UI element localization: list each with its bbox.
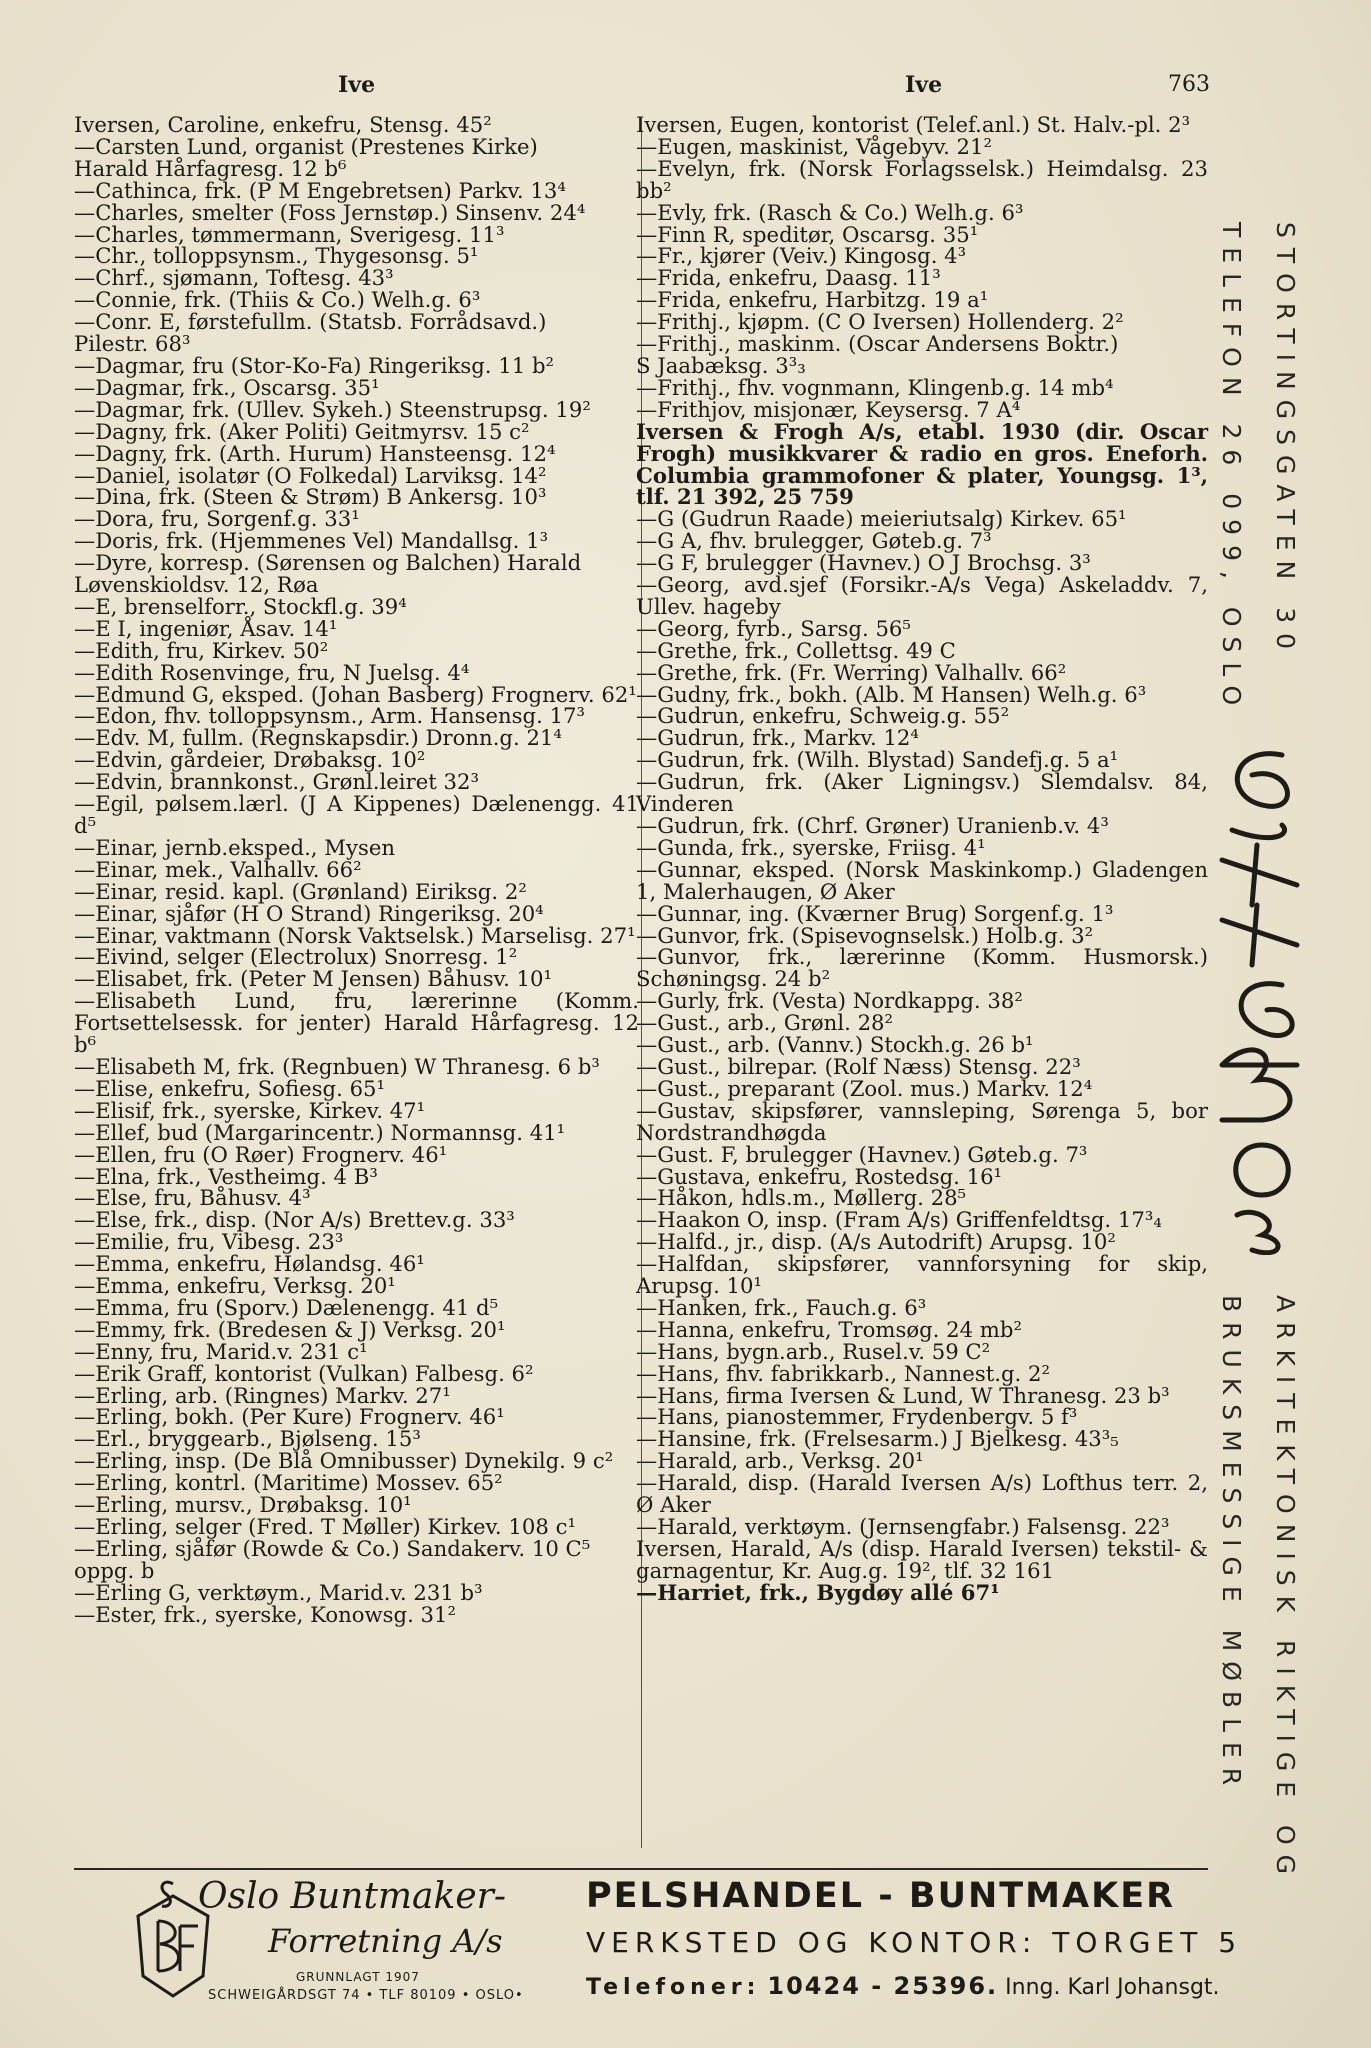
- directory-entry: —Håkon, hdls.m., Møllerg. 28⁵: [636, 1185, 967, 1211]
- directory-entry: —Hanken, frk., Fauch.g. 6³: [636, 1294, 927, 1320]
- directory-entry: —Frithj., kjøpm. (C O Iversen) Hollenderg. 2²: [636, 309, 1124, 335]
- ad-workshop: VERKSTED OG KONTOR: TORGET 5: [586, 1926, 1243, 1959]
- directory-entry: —Gudny, frk., bokh. (Alb. M Hansen) Welh.g. 6³: [636, 681, 1147, 707]
- directory-entry: —Dora, fru, Sorgenf.g. 33¹: [74, 506, 360, 532]
- directory-entry: —Ellen, fru (O Røer) Frognerv. 46¹: [74, 1141, 448, 1167]
- directory-entry: —Dagny, frk. (Aker Politi) Geitmyrsv. 15 c²: [74, 418, 530, 444]
- directory-entry: Iversen, Caroline, enkefru, Stensg. 45²: [74, 112, 492, 137]
- directory-entry: —Erl., bryggearb., Bjølseng. 15³: [74, 1426, 421, 1452]
- directory-entry: —Gust., arb. (Vannv.) Stockh.g. 26 b¹: [636, 1032, 1034, 1058]
- ad-phone-note: Inng. Karl Johansgt.: [1005, 1975, 1220, 2000]
- directory-entry: —Elisabeth M, frk. (Regnbuen) W Thranesg. 6 b³: [74, 1053, 600, 1079]
- directory-entry: —Evly, frk. (Rasch & Co.) Welh.g. 6³: [636, 199, 1024, 225]
- directory-entry: —Dyre, korresp. (Sørensen og Balchen) Harald Løvenskioldsv. 12, Røa: [74, 550, 582, 598]
- script-logo-graphic: [1212, 735, 1308, 1255]
- page-number: 763: [1168, 72, 1210, 97]
- directory-entry: —Gudrun, enkefru, Schweig.g. 55²: [636, 703, 1010, 729]
- directory-entry: —Emilie, fru, Vibesg. 23³: [74, 1229, 344, 1255]
- directory-entry: —Erling, mursv., Drøbaksg. 10¹: [74, 1492, 412, 1518]
- directory-entry: —Daniel, isolatør (O Folkedal) Larviksg. 14²: [74, 462, 547, 488]
- directory-entry: —Gunnar, eksped. (Norsk Maskinkomp.) Gladengen 1, Malerhaugen, Ø Aker: [636, 856, 1208, 904]
- ad-phone-numbers: 10424 - 25396.: [767, 1972, 999, 2000]
- directory-entry: —Haakon O, insp. (Fram A/s) Griffenfeldtsg. 17³₄: [636, 1207, 1162, 1233]
- directory-entry: —Gurly, frk. (Vesta) Nordkappg. 38²: [636, 988, 1023, 1014]
- directory-entry: —Else, frk., disp. (Nor A/s) Brettev.g. 33³: [74, 1207, 515, 1233]
- directory-entry: —Gunnar, ing. (Kværner Brug) Sorgenf.g. 1³: [636, 900, 1114, 926]
- directory-entry: —Gudrun, frk. (Aker Ligningsv.) Slemdalsv. 84, Vinderen: [636, 769, 1208, 817]
- directory-entry: —Eugen, maskinist, Vågebyv. 21²: [636, 133, 993, 159]
- directory-entry: —Fr., kjører (Veiv.) Kingosg. 4³: [636, 243, 967, 269]
- directory-entry: —Gudrun, frk. (Chrf. Grøner) Uranienb.v. 4³: [636, 813, 1109, 838]
- sidebar-slogan-2: BRUKSMESSIGE MØBLER: [1217, 1295, 1246, 1796]
- directory-entry: —Hans, firma Iversen & Lund, W Thranesg. 23 b³: [636, 1382, 1170, 1408]
- directory-entry: —Connie, frk. (Thiis & Co.) Welh.g. 6³: [74, 287, 481, 313]
- directory-entry: —Elisabet, frk. (Peter M Jensen) Båhusv. 10¹: [74, 966, 553, 992]
- directory-entry: —Gust., arb., Grønl. 28²: [636, 1010, 894, 1036]
- directory-entry: —Evelyn, frk. (Norsk Forlagsselsk.) Heimdalsg. 23 bb²: [636, 155, 1208, 203]
- ad-phones: [586, 1972, 1220, 2000]
- directory-entry: —Elisabeth Lund, fru, lærerinne (Komm. Fortsettelsessk. for jenter) Harald Hårfagresg. 12 b⁶: [74, 988, 639, 1058]
- ad-phone-label: Telefoner:: [586, 1975, 761, 2000]
- directory-entry: —Edvin, gårdeier, Drøbaksg. 10²: [74, 747, 426, 773]
- directory-entry: —Frithjov, misjonær, Keysersg. 7 A⁴: [636, 396, 1021, 422]
- directory-entry: —Finn R, speditør, Oscarsg. 35¹: [636, 221, 979, 247]
- directory-entry: —Erling, kontrl. (Maritime) Mossev. 65²: [74, 1470, 503, 1496]
- directory-entry: —Eivind, selger (Electrolux) Snorresg. 1²: [74, 944, 518, 970]
- directory-entry: —Erling, sjåfør (Rowde & Co.) Sandakerv. 10 C⁵ oppg. b: [74, 1535, 591, 1583]
- directory-entry: —G A, fhv. brulegger, Gøteb.g. 7³: [636, 528, 992, 554]
- directory-entry: —Erling, bokh. (Per Kure) Frognerv. 46¹: [74, 1404, 505, 1430]
- directory-entry: Iversen, Harald, A/s (disp. Harald Iversen) tekstil- & garnagentur, Kr. Aug.g. 19², tlf. 32 161: [636, 1535, 1208, 1583]
- directory-entry: —Gudrun, frk. (Wilh. Blystad) Sandefj.g. 5 a¹: [636, 747, 1119, 773]
- directory-entry: —Cathinca, frk. (P M Engebretsen) Parkv. 13⁴: [74, 177, 566, 203]
- directory-entry: —Edv. M, fullm. (Regnskapsdir.) Dronn.g. 21⁴: [74, 725, 562, 751]
- directory-entry: —Edith, fru, Kirkev. 50²: [74, 637, 329, 663]
- directory-entry: —Emmy, frk. (Bredesen & J) Verksg. 20¹: [74, 1316, 506, 1342]
- sidebar-telephone: TELEFON 26 099, OSLO: [1217, 222, 1246, 716]
- directory-entry: —Gunvor, frk. (Spisevognselsk.) Holb.g. 3²: [636, 922, 1094, 948]
- directory-entry: —Einar, vaktmann (Norsk Vaktselsk.) Marselisg. 27¹: [74, 922, 636, 948]
- sidebar-address: STORTINGSGATEN 30: [1271, 222, 1300, 660]
- logo-address: SCHWEIGÅRDSGT 74 • TLF 80109 • OSLO•: [208, 1988, 524, 2003]
- directory-entry: —Hans, fhv. fabrikkarb., Nannest.g. 2²: [636, 1360, 1050, 1386]
- directory-entry: —Erling, selger (Fred. T Møller) Kirkev. 108 c¹: [74, 1514, 576, 1539]
- right-column: [636, 114, 1208, 1604]
- directory-entry: —Harriet, frk., Bygdøy allé 67¹: [636, 1579, 1000, 1605]
- directory-entry: —Hans, bygn.arb., Rusel.v. 59 C²: [636, 1338, 991, 1364]
- directory-entry: —Edon, fhv. tolloppsynsm., Arm. Hansensg. 17³: [74, 703, 586, 729]
- directory-entry: —Gudrun, frk., Markv. 12⁴: [636, 725, 919, 751]
- directory-entry: —Einar, resid. kapl. (Grønland) Eiriksg. 2²: [74, 878, 527, 904]
- directory-entry: Iversen & Frogh A/s, etabl. 1930 (dir. Oscar Frogh) musikkvarer & radio en gros. Eneforh. Columbia grammofoner & plater, Youngsg. 1³, tlf. 21 392, 25 759: [636, 418, 1208, 510]
- logo-line-1: Oslo Buntmaker-: [198, 1876, 507, 1917]
- directory-entry: —E I, ingeniør, Åsav. 14¹: [74, 615, 338, 641]
- directory-entry: —Charles, smelter (Foss Jernstøp.) Sinsenv. 24⁴: [74, 199, 586, 225]
- directory-entry: —Chr., tolloppsynsm., Thygesonsg. 5¹: [74, 243, 479, 269]
- directory-entry: —Grethe, frk. (Fr. Werring) Valhallv. 66²: [636, 659, 1067, 685]
- directory-entry: —Einar, sjåfør (H O Strand) Ringeriksg. 20⁴: [74, 900, 544, 926]
- directory-entry: —Ester, frk., syerske, Konowsg. 31²: [74, 1601, 457, 1627]
- directory-entry: —Georg, fyrb., Sarsg. 56⁵: [636, 615, 911, 641]
- directory-entry: —Harald, arb., Verksg. 20¹: [636, 1448, 924, 1474]
- directory-entry: —Dagmar, frk., Oscarsg. 35¹: [74, 374, 380, 400]
- directory-entry: —Elise, enkefru, Sofiesg. 65¹: [74, 1075, 386, 1101]
- directory-entry: —Charles, tømmermann, Sverigesg. 11³: [74, 221, 505, 247]
- directory-entry: —Georg, avd.sjef (Forsikr.-A/s Vega) Askeladdv. 7, Ullev. hageby: [636, 572, 1208, 619]
- directory-entry: —Gunda, frk., syerske, Friisg. 4¹: [636, 834, 986, 860]
- directory-entry: —Edmund G, eksped. (Johan Basberg) Frognerv. 62¹: [74, 681, 637, 707]
- directory-entry: —Hanna, enkefru, Tromsøg. 24 mb²: [636, 1316, 1022, 1342]
- directory-entry: —Harald, disp. (Harald Iversen A/s) Lofthus terr. 2, Ø Aker: [636, 1470, 1208, 1518]
- left-column: [74, 114, 639, 1626]
- directory-entry: —Edith Rosenvinge, fru, N Juelsg. 4⁴: [74, 659, 470, 685]
- directory-entry: —Edvin, brannkonst., Grønl.leiret 32³: [74, 769, 479, 795]
- directory-entry: —Halfdan, skipsfører, vannforsyning for skip, Arupsg. 10¹: [636, 1251, 1208, 1299]
- directory-entry: —Carsten Lund, organist (Prestenes Kirke) Harald Hårfagresg. 12 b⁶: [74, 133, 538, 181]
- directory-entry: —Harald, verktøym. (Jernsengfabr.) Falsensg. 22³: [636, 1514, 1170, 1539]
- header-left: Ive: [338, 72, 376, 98]
- directory-entry: —E, brenselforr., Stockfl.g. 39⁴: [74, 593, 407, 619]
- directory-entry: —Chrf., sjømann, Toftesg. 43³: [74, 265, 394, 291]
- directory-entry: —Gust., bilrepar. (Rolf Næss) Stensg. 22³: [636, 1053, 1081, 1079]
- directory-entry: —Else, fru, Båhusv. 4³: [74, 1185, 311, 1211]
- header-right: Ive: [905, 72, 943, 98]
- directory-entry: —Emma, fru (Sporv.) Dælenengg. 41 d⁵: [74, 1294, 499, 1320]
- directory-entry: Iversen, Eugen, kontorist (Telef.anl.) St. Halv.-pl. 2³: [636, 112, 1191, 137]
- directory-entry: —Dagmar, frk. (Ullev. Sykeh.) Steenstrupsg. 19²: [74, 396, 591, 422]
- directory-entry: —Elisif, frk., syerske, Kirkev. 47¹: [74, 1097, 426, 1123]
- directory-entry: —Dagmar, fru (Stor-Ko-Fa) Ringeriksg. 11 b²: [74, 352, 554, 378]
- directory-entry: —Grethe, frk., Collettsg. 49 C: [636, 637, 956, 663]
- directory-entry: —Frithj., maskinm. (Oscar Andersens Boktr.) S Jaabæksg. 3³₃: [636, 331, 1119, 378]
- ad-title: PELSHANDEL - BUNTMAKER: [586, 1876, 1176, 1916]
- directory-entry: —Ellef, bud (Margarincentr.) Normannsg. 41¹: [74, 1119, 566, 1145]
- directory-entry: —Einar, jernb.eksped., Mysen: [74, 834, 395, 860]
- directory-entry: —Egil, pølsem.lærl. (J A Kippenes) Dælenengg. 41 d⁵: [74, 791, 639, 838]
- buntmaker-logo: [118, 1870, 538, 2030]
- directory-entry: —Erik Graff, kontorist (Vulkan) Falbesg. 6²: [74, 1360, 534, 1386]
- directory-entry: —Frida, enkefru, Daasg. 11³: [636, 265, 941, 291]
- directory-entry: —Gust. F, brulegger (Havnev.) Gøteb.g. 7³: [636, 1141, 1088, 1167]
- directory-entry: —Gustav, skipsfører, vannsleping, Sørenga 5, bor Nordstrandhøgda: [636, 1097, 1208, 1145]
- directory-entry: —G (Gudrun Raade) meieriutsalg) Kirkev. 65¹: [636, 506, 1127, 532]
- logo-line-2: Forretning A/s: [268, 1922, 503, 1960]
- directory-entry: —G F, brulegger (Havnev.) O J Brochsg. 3³: [636, 550, 1091, 576]
- directory-entry: —Frida, enkefru, Harbitzg. 19 a¹: [636, 287, 989, 313]
- directory-entry: —Conr. E, førstefullm. (Statsb. Forrådsavd.) Pilestr. 68³: [74, 309, 547, 357]
- directory-entry: —Erling, arb. (Ringnes) Markv. 27¹: [74, 1382, 451, 1408]
- directory-entry: —Dina, frk. (Steen & Strøm) B Ankersg. 10³: [74, 484, 547, 510]
- logo-founded: GRUNNLAGT 1907: [296, 1970, 420, 1984]
- directory-entry: —Gust., preparant (Zool. mus.) Markv. 12⁴: [636, 1075, 1093, 1101]
- directory-entry: —Emma, enkefru, Hølandsg. 46¹: [74, 1251, 425, 1277]
- directory-entry: —Gustava, enkefru, Rostedsg. 16¹: [636, 1163, 1003, 1189]
- directory-entry: —Frithj., fhv. vognmann, Klingenb.g. 14 mb⁴: [636, 374, 1114, 400]
- directory-entry: —Erling G, verktøym., Marid.v. 231 b³: [74, 1579, 483, 1605]
- directory-entry: —Doris, frk. (Hjemmenes Vel) Mandallsg. 1³: [74, 528, 549, 554]
- sidebar-slogan-1: ARKITEKTONISK RIKTIGE OG: [1271, 1295, 1300, 1884]
- directory-entry: —Emma, enkefru, Verksg. 20¹: [74, 1273, 396, 1299]
- directory-entry: —Hans, pianostemmer, Frydenbergv. 5 f³: [636, 1404, 1078, 1430]
- directory-entry: —Enny, fru, Marid.v. 231 c¹: [74, 1338, 368, 1364]
- directory-entry: —Hansine, frk. (Frelsesarm.) J Bjelkesg. 43³₅: [636, 1426, 1119, 1452]
- directory-entry: —Gunvor, frk., lærerinne (Komm. Husmorsk.) Schøningsg. 24 b²: [636, 944, 1208, 992]
- directory-entry: —Halfd., jr., disp. (A/s Autodrift) Arupsg. 10²: [636, 1229, 1116, 1255]
- directory-entry: —Einar, mek., Valhallv. 66²: [74, 856, 362, 882]
- directory-entry: —Erling, insp. (De Blå Omnibusser) Dynekilg. 9 c²: [74, 1448, 614, 1474]
- directory-entry: —Dagny, frk. (Arth. Hurum) Hansteensg. 12⁴: [74, 440, 556, 466]
- directory-entry: —Elna, frk., Vestheimg. 4 B³: [74, 1163, 378, 1189]
